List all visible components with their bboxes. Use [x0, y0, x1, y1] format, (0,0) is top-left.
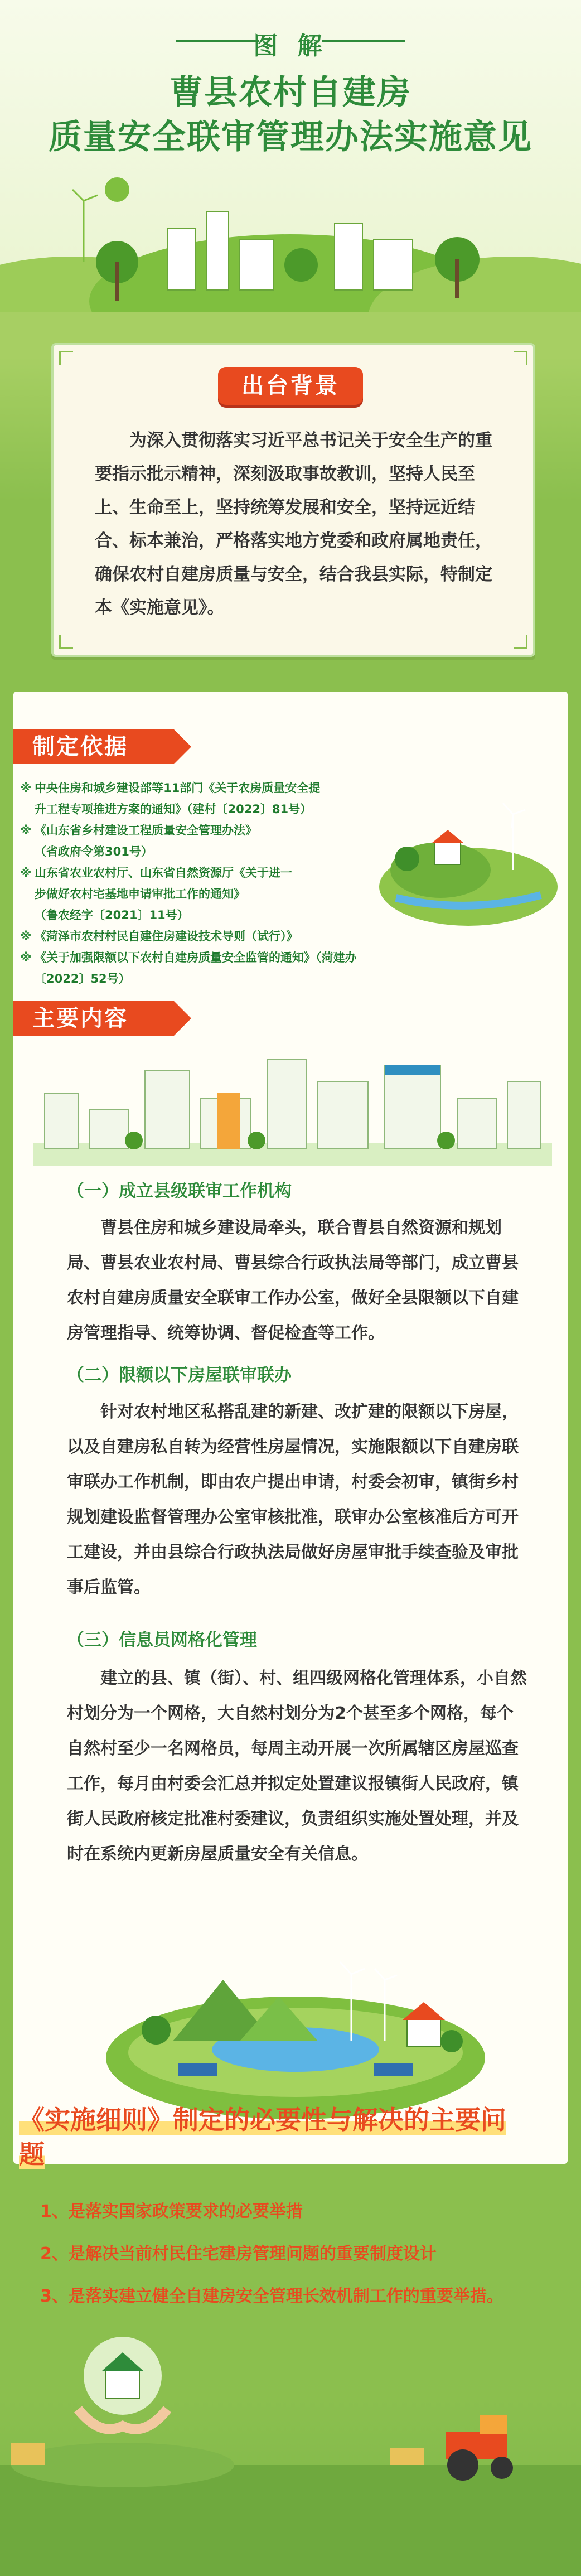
section-heading-3: （三）信息员网格化管理: [67, 1630, 257, 1650]
section-text-3: 建立的县、镇（街）、村、组四级网格化管理体系，小自然村划分为一个网格，大自然村划分为2个甚至多个网格，每个自然村至少一名网格员，每周主动开展一次所属辖区房屋巡查工作，每月由村委会汇总并拟定处置建议报镇街人民政府，镇街人民政府核定批准村委建议，负责组织实施处置处理，并及时在系统内更新房屋质量安全有关信息。: [67, 1669, 527, 1864]
main-label: 主要内容: [13, 1001, 174, 1036]
section-heading-1: （一）成立县级联审工作机构: [67, 1181, 292, 1201]
eco-earth-illustration: [95, 1913, 496, 2125]
list-item: ※ 山东省农业农村厅、山东省自然资源厅《关于进一 步做好农村宅基地申请审批工作的通知》 （鲁农经字〔2021〕11号）: [20, 866, 292, 922]
list-item: ※ 《菏泽市农村村民自建住房建设技术导则（试行）》: [20, 930, 298, 943]
list-item: ※ 中央住房和城乡建设部等11部门《关于农房质量安全提 升工程专项推进方案的通知》（建村〔2022〕81号）: [20, 781, 321, 816]
tree-icon: [142, 2016, 171, 2045]
list-item: 3、是落实建立健全自建房安全管理长效机制工作的重要举措。: [40, 2287, 503, 2306]
background-text: 为深入贯彻落实习近平总书记关于安全生产的重要指示批示精神，深刻汲取事故教训，坚持人民至上、生命至上，坚持统筹发展和安全，坚持远近结合、标本兼治，严格落实地方党委和政府属地责任，确保农村自建房质量与安全，结合我县实际，特制定本《实施意见》。: [95, 431, 492, 618]
basis-label: 制定依据: [13, 729, 174, 764]
hands-house-icon: [78, 2337, 167, 2429]
tree-icon: [395, 847, 419, 871]
globe-icon: [105, 177, 129, 202]
list-item: ※ 《山东省乡村建设工程质量安全管理办法》 （省政府令第301号）: [20, 824, 257, 858]
background-label: 出台背景: [218, 367, 363, 405]
list-item: 2、是解决当前村民住宅建房管理问题的重要制度设计: [40, 2244, 437, 2264]
necessity-title: 《实施细则》制定的必要性与解决的主要问题: [19, 2105, 506, 2169]
house-icon: [435, 842, 461, 864]
list-item: ※ 《关于加强限额以下农村自建房质量安全监管的通知》（菏建办〔2022〕52号）: [20, 951, 357, 985]
house-icon: [407, 2019, 440, 2047]
section-text-2: 针对农村地区私搭乱建的新建、改扩建的限额以下房屋，以及自建房私自转为经营性房屋情况，实施限额以下自建房联审联办工作机制，即由农户提出申请，村委会初审，镇街乡村规划建设监督管理办公室审核批准，联审办公室核准后方可开工建设，并由县综合行政执法局做好房屋审批手续查验及审批事后监管。: [67, 1402, 519, 1597]
header-kicker: 图 解: [253, 32, 328, 60]
page-title-line1: 曹县农村自建房: [170, 73, 411, 112]
list-item: 1、是落实国家政策要求的必要举措: [40, 2202, 303, 2221]
wind-turbine-icon: [72, 190, 98, 262]
page-title-line2: 质量安全联审管理办法实施意见: [49, 118, 532, 157]
section-text-1: 曹县住房和城乡建设局牵头，联合曹县自然资源和规划局、曹县农业农村局、曹县综合行政执法局等部门，成立曹县农村自建房质量安全联审工作办公室，做好全县限额以下自建房管理指导、统筹协调、督促检查等工作。: [67, 1218, 519, 1343]
farm-landscape-illustration: [374, 775, 563, 931]
header-hills-illustration: [0, 167, 581, 357]
section-heading-2: （二）限额以下房屋联审联办: [67, 1365, 292, 1385]
basis-list: [20, 777, 377, 989]
footer-illustration: [0, 2298, 581, 2576]
city-skyline-illustration: [33, 1048, 552, 1166]
